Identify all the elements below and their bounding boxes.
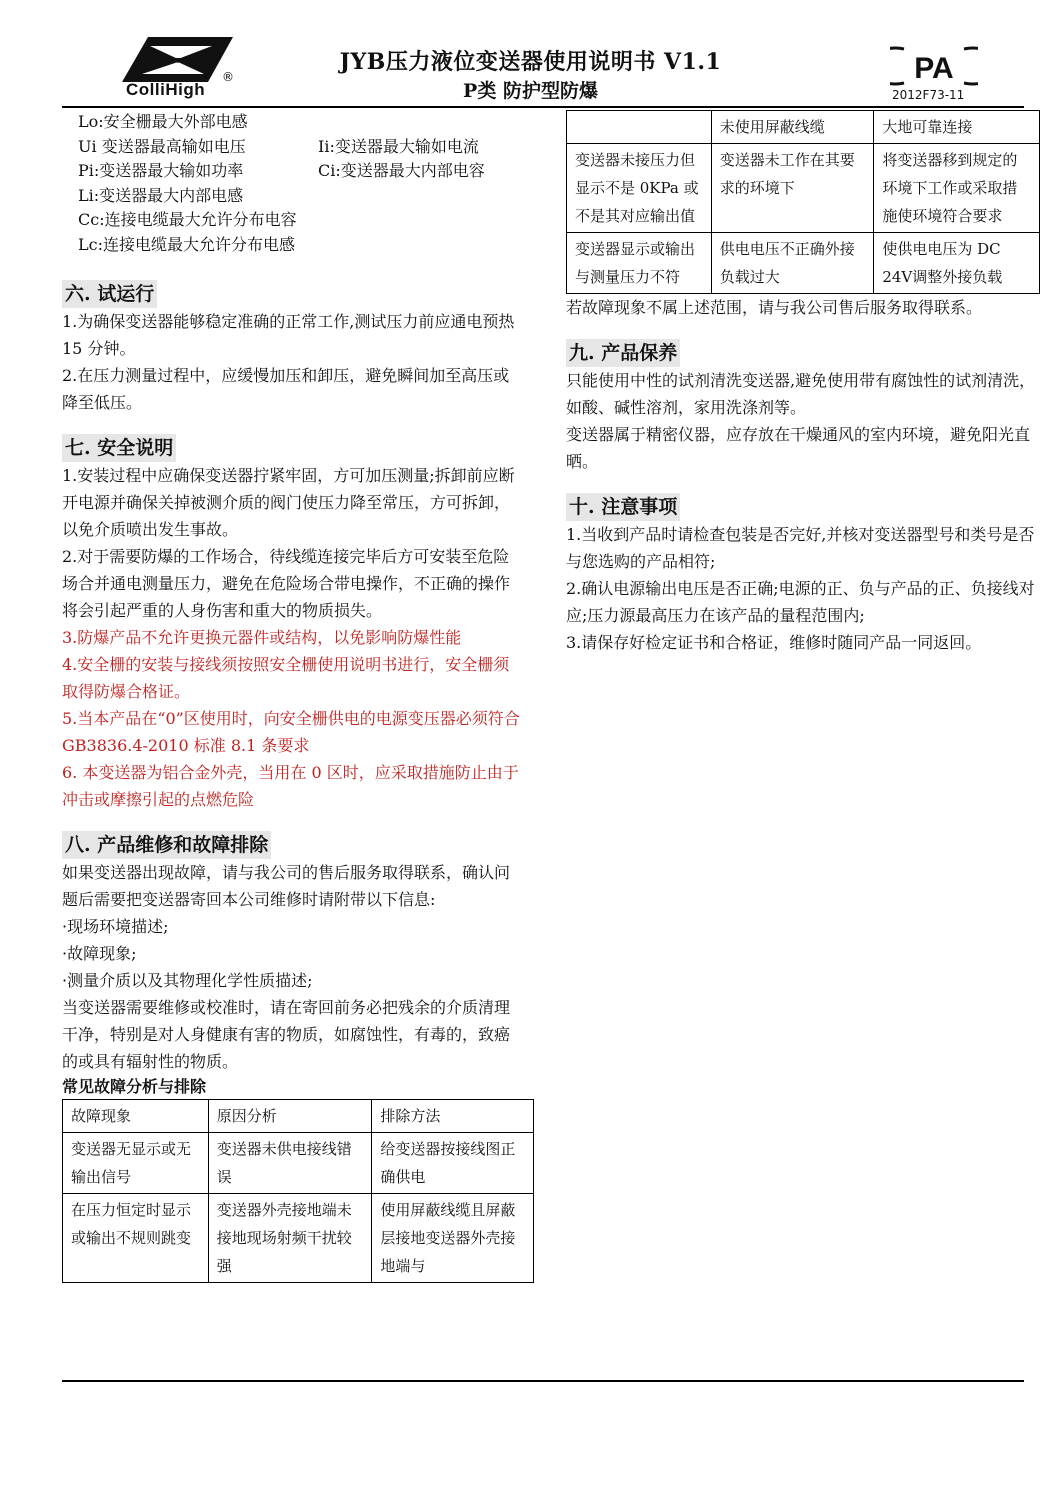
sec9-paragraph-1: 只能使用中性的试剂清洗变送器,避免使用带有腐蚀性的试剂清洗，如酸、碱性溶剂，家用洗涤剂等。 — [566, 371, 1036, 417]
sec7-paragraph-4: 4.安全栅的安装与接线须按照安全栅使用说明书进行，安全栅须取得防爆合格证。 — [62, 655, 510, 701]
param-ui: Ui 变送器最高输如电压 — [78, 136, 246, 156]
sec7-paragraph-3: 3.防爆产品不允许更换元器件或结构，以免影响防爆性能 — [62, 628, 462, 647]
param-row-pi-ci — [78, 159, 485, 184]
table-header-cell: 排除方法 — [372, 1100, 534, 1133]
header-divider — [62, 106, 1024, 108]
param-lo: Lo:安全栅最大外部电感 — [78, 112, 248, 131]
param-ci: Ci:变送器最大内部电容 — [318, 161, 485, 180]
param-ii: Ii:变送器最大输如电流 — [318, 136, 479, 156]
section-7-heading: 七. 安全说明 — [62, 434, 176, 462]
table-cell: 变送器未供电接线错误 — [208, 1133, 372, 1194]
table-cell: 变送器外壳接地端未接地现场射频干扰较强 — [208, 1194, 372, 1283]
certification-code: 2012F73-11 — [892, 88, 965, 102]
sec7-paragraph-2: 2.对于需要防爆的工作场合，待线缆连接完毕后方可安装至危险场合并通电测量压力，避免在危险场合带电操作，不正确的操作将会引起严重的人身伤害和重大的物质损失。 — [62, 547, 511, 620]
table-cell: 变送器无显示或无输出信号 — [63, 1133, 209, 1194]
brand-name: ColliHigh — [126, 80, 206, 99]
table-cell: 供电电压不正确外接负载过大 — [711, 233, 874, 294]
sec8-bullet-3: ·测量介质以及其物理化学性质描述; — [62, 971, 313, 990]
table-cell: 使用屏蔽线缆且屏蔽层接地变送器外壳接地端与 — [372, 1194, 534, 1283]
fault-table-title: 常见故障分析与排除 — [62, 1077, 207, 1096]
sec8-paragraph-2: 当变送器需要维修或校准时，请在寄回前务必把残余的介质清理干净，特别是对人身健康有害的物质，如腐蚀性，有毒的，致癌的或具有辐射性的物质。 — [62, 998, 511, 1071]
table-cell: 给变送器按接线图正确供电 — [372, 1133, 534, 1194]
section-10-heading: 十. 注意事项 — [566, 493, 680, 521]
table-cell: 变送器显示或输出与测量压力不符 — [567, 233, 712, 294]
section-8-heading: 八. 产品维修和故障排除 — [62, 831, 271, 859]
table-cell: 未使用屏蔽线缆 — [711, 111, 874, 144]
right-column — [566, 110, 1036, 656]
sec9-paragraph-2: 变送器属于精密仪器，应存放在干燥通风的室内环境，避免阳光直晒。 — [566, 425, 1031, 471]
sec6-paragraph-2: 2.在压力测量过程中，应缓慢加压和卸压，避免瞬间加至高压或降至低压。 — [62, 366, 510, 412]
param-pi: Pi:变送器最大输如功率 — [78, 161, 244, 180]
table-cell: 变送器未工作在其要求的环境下 — [711, 144, 874, 233]
fault-table-note: 若故障现象不属上述范围，请与我公司售后服务取得联系。 — [566, 298, 983, 317]
document-title: JYB压力液位变送器使用说明书 V1.1 — [339, 49, 722, 75]
table-header-row — [63, 1100, 534, 1133]
table-cell: 变送器未接压力但显示不是 0KPa 或不是其对应输出值 — [567, 144, 712, 233]
table-row — [63, 1194, 534, 1283]
sec8-bullet-2: ·故障现象; — [62, 944, 137, 963]
footer-divider — [62, 1380, 1024, 1382]
sec10-paragraph-2: 2.确认电源输出电压是否正确;电源的正、负与产品的正、负接线对应;压力源最高压力在该产品的量程范围内; — [566, 579, 1035, 625]
param-row-ui-ii — [78, 135, 479, 160]
table-cell: 大地可靠连接 — [874, 111, 1040, 144]
document-subtitle: P类 防护型防爆 — [463, 80, 598, 102]
sec6-paragraph-1: 1.为确保变送器能够稳定准确的正常工作,测试压力前应通电预热 15 分钟。 — [62, 312, 515, 358]
table-row — [567, 144, 1040, 233]
section-9-heading: 九. 产品保养 — [566, 339, 680, 367]
param-lc: Lc:连接电缆最大允许分布电感 — [78, 234, 295, 254]
param-cc: Cc:连接电缆最大允许分布电容 — [78, 210, 297, 229]
left-column — [62, 280, 524, 1283]
table-cell: 在压力恒定时显示或输出不规则跳变 — [63, 1194, 209, 1283]
cpa-certification-mark — [890, 45, 978, 87]
param-li: Li:变送器最大内部电感 — [78, 185, 244, 205]
table-cell: 将变送器移到规定的环境下工作或采取措施使环境符合要求 — [874, 144, 1040, 233]
fault-table-continued — [566, 110, 1040, 294]
sec7-paragraph-1: 1.安装过程中应确保变送器拧紧牢固，方可加压测量;拆卸前应断开电源并确保关掉被测介质的阀门使压力降至常压，方可拆卸，以免介质喷出发生事故。 — [62, 466, 515, 539]
table-row — [567, 111, 1040, 144]
sec7-paragraph-6: 6. 本变送器为铝合金外壳，当用在 0 区时，应采取措施防止由于冲击或摩擦引起的点燃危险 — [62, 763, 519, 809]
parameter-list — [78, 110, 485, 257]
section-6-heading: 六. 试运行 — [62, 280, 157, 308]
sec7-paragraph-5: 5.当本产品在“0”区使用时，向安全栅供电的电源变压器必须符合 GB3836.4-2010 标准 8.1 条要求 — [62, 709, 520, 755]
table-header-cell: 原因分析 — [208, 1100, 372, 1133]
pa-mark-text: PA — [914, 52, 954, 85]
table-row — [63, 1133, 534, 1194]
table-cell: 使供电电压为 DC 24V调整外接负载 — [874, 233, 1040, 294]
fault-table — [62, 1099, 534, 1283]
table-cell — [567, 111, 712, 144]
sec8-bullet-1: ·现场环境描述; — [62, 917, 169, 936]
registered-mark: ® — [222, 70, 234, 84]
sec10-paragraph-3: 3.请保存好检定证书和合格证，维修时随同产品一同返回。 — [566, 633, 982, 652]
table-row — [567, 233, 1040, 294]
sec8-paragraph-1: 如果变送器出现故障，请与我公司的售后服务取得联系，确认问题后需要把变送器寄回本公司维修时请附带以下信息: — [62, 863, 511, 909]
sec10-paragraph-1: 1.当收到产品时请检查包装是否完好,并核对变送器型号和类号是否与您选购的产品相符; — [566, 525, 1035, 571]
table-header-cell: 故障现象 — [63, 1100, 209, 1133]
